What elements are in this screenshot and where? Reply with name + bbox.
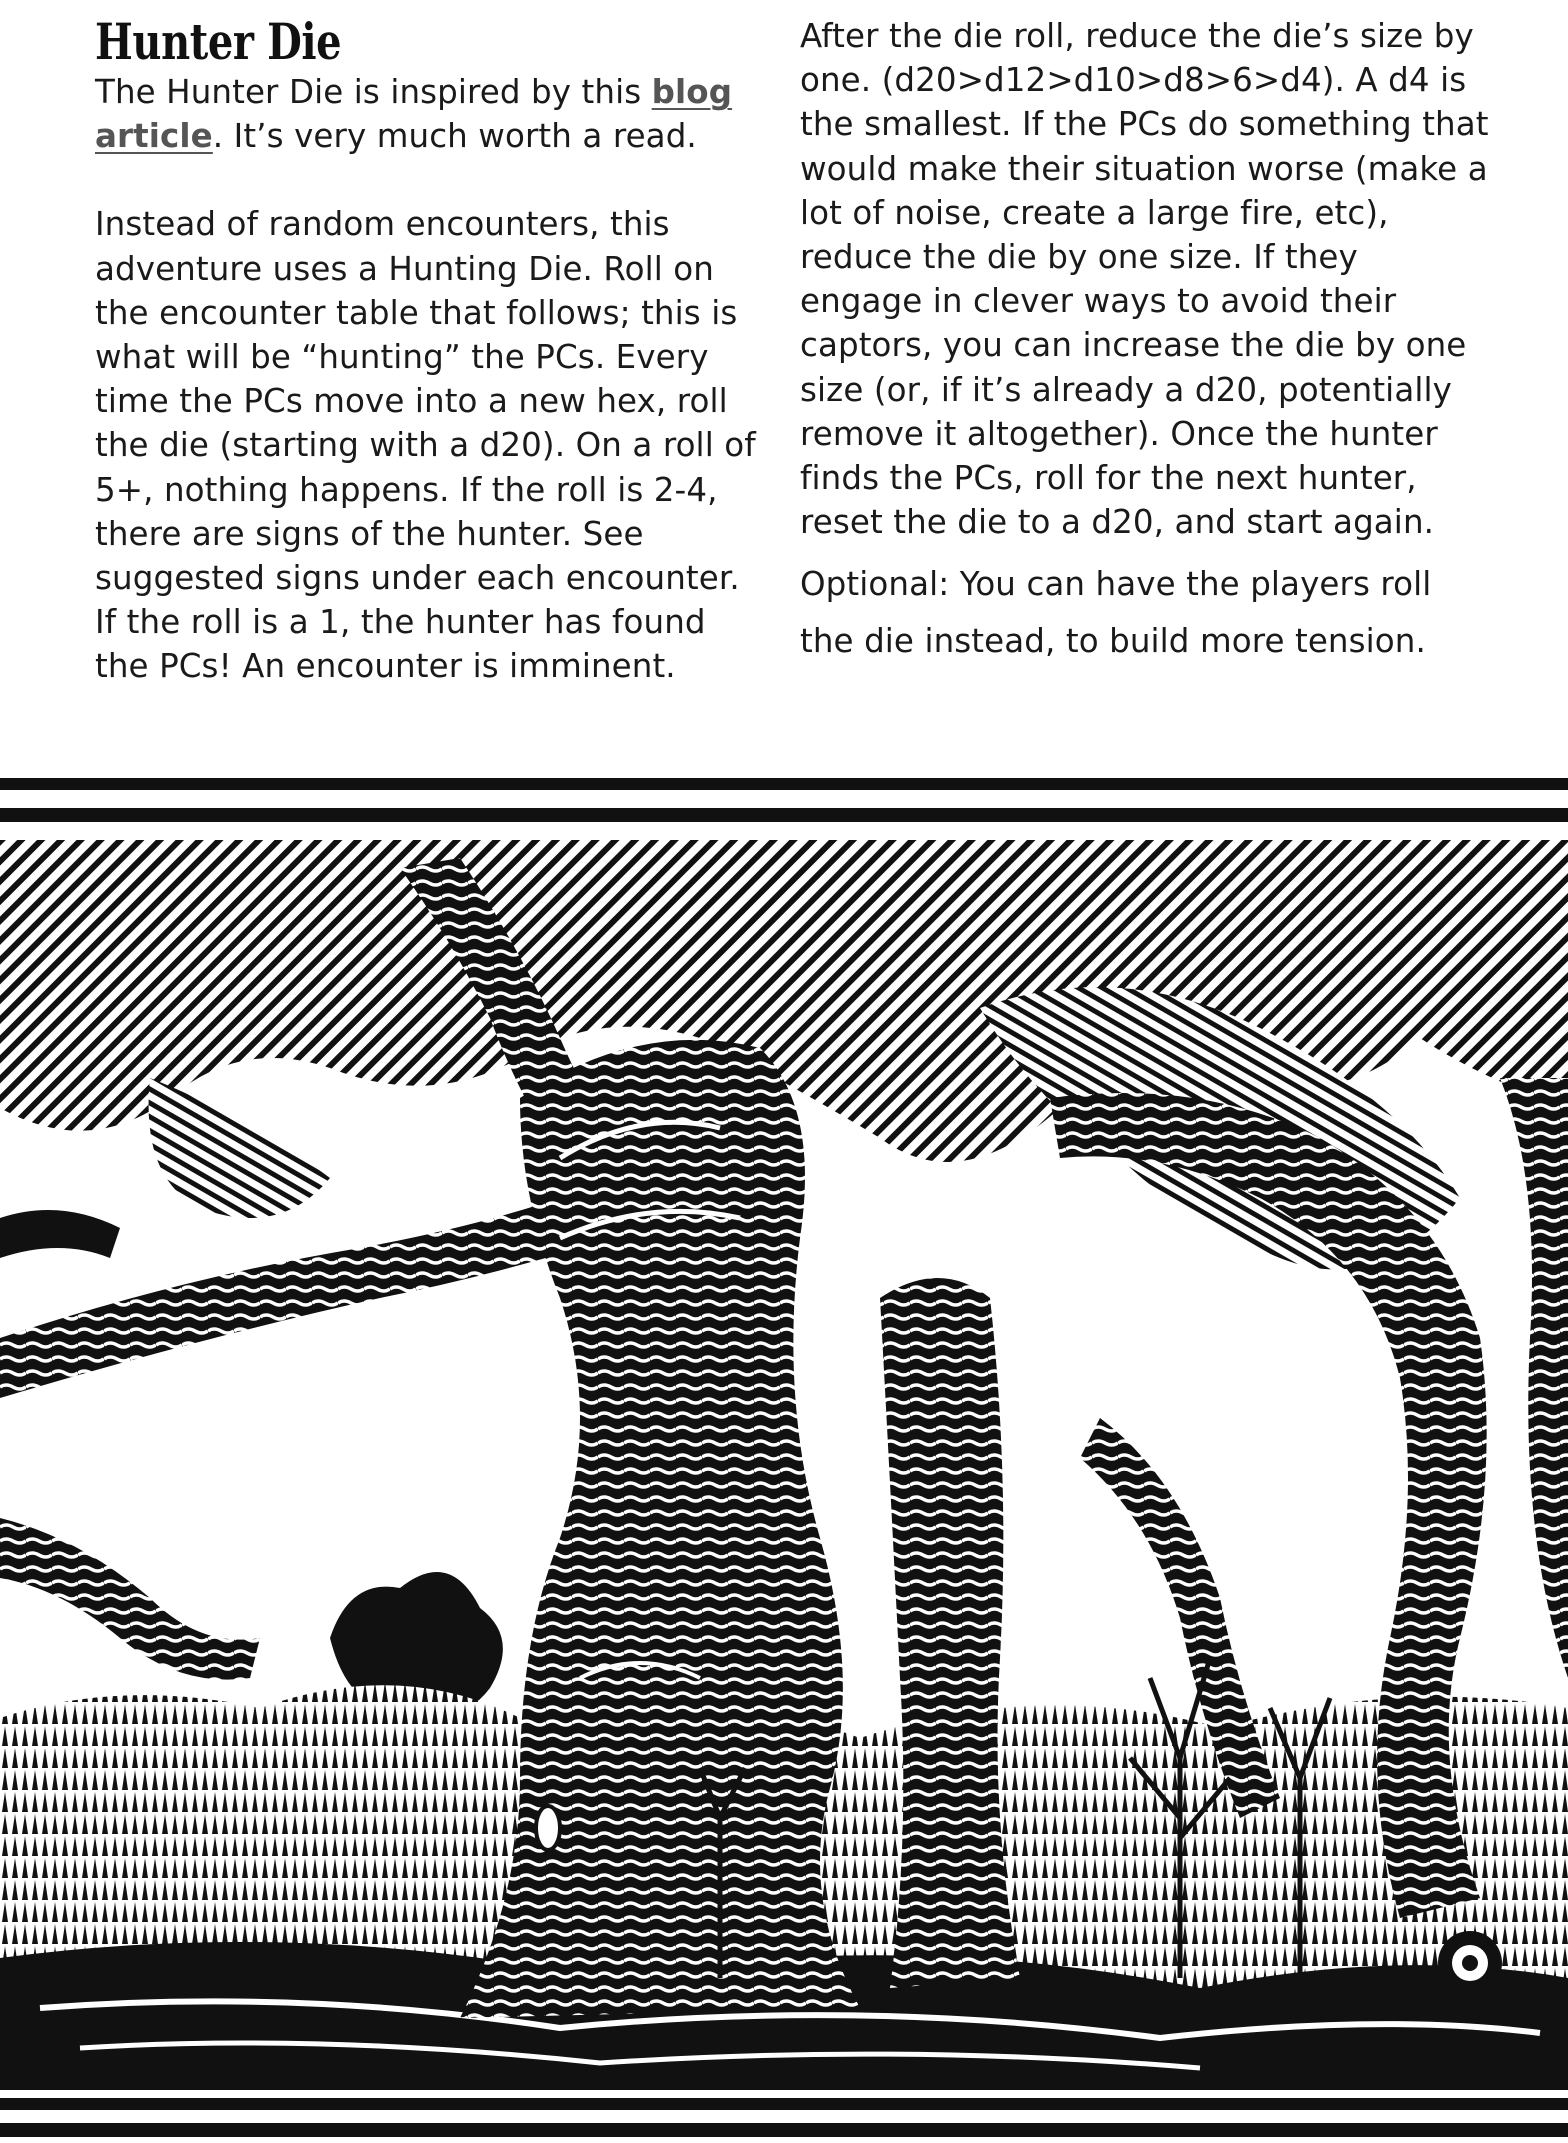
intro-paragraph (95, 70, 760, 158)
bottom-border-line (0, 2098, 1568, 2110)
die-size-paragraph: After the die roll, reduce the die’s size by one. (d20>d12>d10>d8>6>d4). A d4 is the smallest. If the PCs do something that would make their situation worse (make a lot of noise, create a large fire, etc), reduce the die by one size. If they engage in clever ways to avoid their captors, you can increase the die by one size (or, if it’s already a d20, potentially remove it altogether). Once the hunter finds the PCs, roll for the next hunter, reset the die to a d20, and start again. (800, 17, 1489, 542)
right-column (800, 14, 1490, 670)
page-title: Hunter Die (95, 12, 342, 71)
left-column (95, 14, 760, 689)
bottom-border-line-inner (0, 2123, 1568, 2137)
top-border-line (0, 778, 1568, 790)
blog-article-link[interactable]: blog article (95, 73, 733, 156)
text-area (0, 0, 1568, 760)
hunting-die-paragraph: Instead of random encounters, this adventure uses a Hunting Die. Roll on the encounter table that follows; this is what will be “hunting” the PCs. Every time the PCs move into a new hex, roll the die (starting with a d20). On a roll of 5+, nothing happens. If the roll is 2-4, there are signs of the hunter. See suggested signs under each encounter. If the roll is a 1, the hunter has found the PCs! An encounter is imminent. (95, 205, 756, 686)
top-border-line-inner (0, 808, 1568, 822)
intro-text-end: . It’s very much worth a read. (212, 117, 697, 156)
intro-text: The Hunter Die is inspired by this (95, 73, 652, 111)
optional-paragraph: Optional: You can have the players roll the die instead, to build more tension. (800, 565, 1432, 661)
forest-woodcut-illustration (0, 778, 1568, 2143)
woodcut-svg (0, 778, 1568, 2143)
